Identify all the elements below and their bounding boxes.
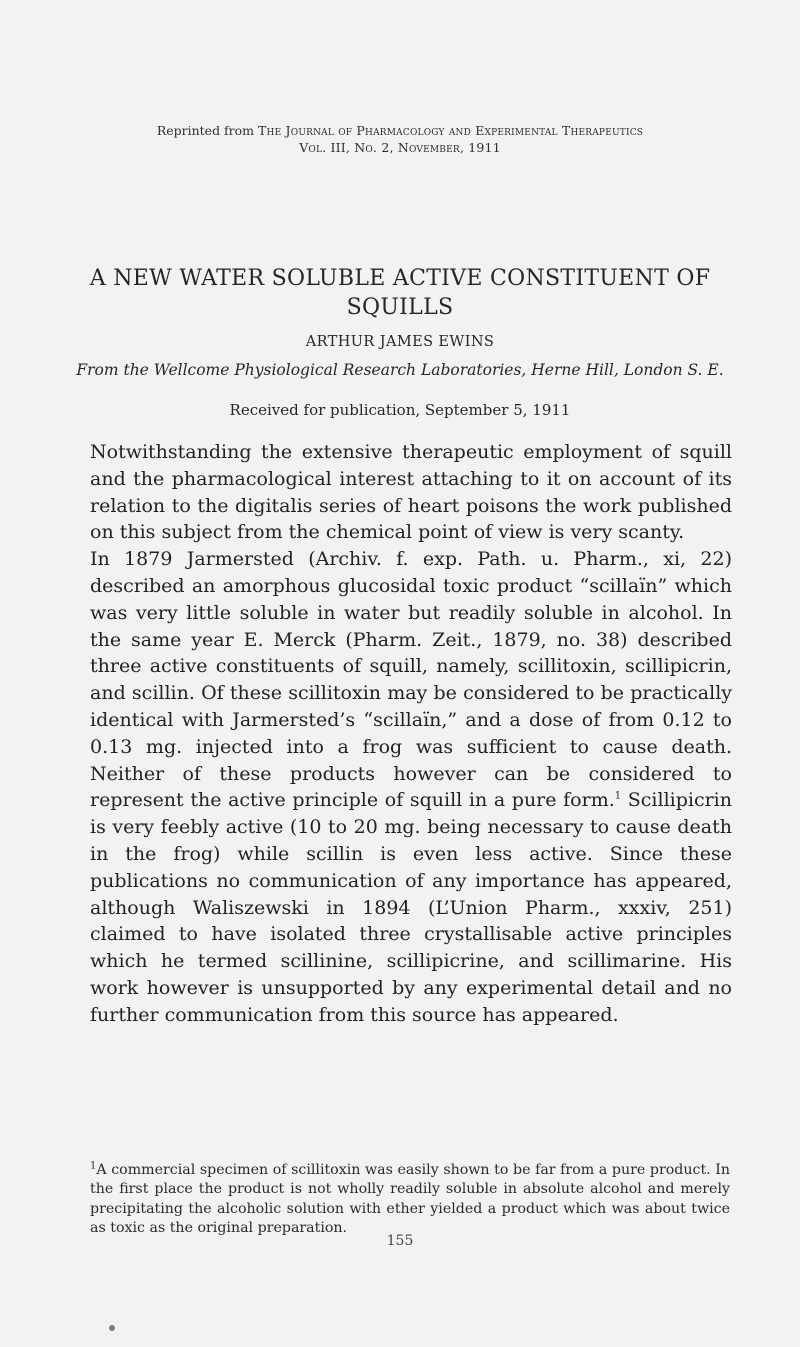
affiliation: From the Wellcome Physiological Research Laboratories, Herne Hill, London S. E. [76,361,724,379]
author-name: ARTHUR JAMES EWINS [305,334,495,350]
paper-speck [109,1325,115,1331]
received-date: Received for publication, September 5, 1911 [229,401,571,419]
reprint-journal-line [0,122,800,139]
page-number: 155 [386,1233,414,1249]
article-body [90,439,732,1029]
footnote-ref: 1 [614,791,622,803]
article-title: A NEW WATER SOLUBLE ACTIVE CONSTITUENT OF SQUILLS [89,266,711,320]
reprint-header [0,122,800,156]
footnote-text: A commercial specimen of scillitoxin was easily shown to be far from a pure product. In the first place the product is not wholly readily soluble in absolute alcohol and merely precipitating the alcoholic solution with ether yielded a product which was about twice as toxic as the original preparation. [90,1162,730,1237]
paragraph-2 [90,546,732,1028]
footnote-marker: 1 [90,1160,97,1172]
footnote [90,1161,730,1239]
journal-name: The Journal of Pharmacology and Experimental Therapeutics [258,123,644,138]
paragraph-2-continued: Scillipicrin is very feebly active (10 to 20 mg. being necessary to cause death in the frog) while scillin is even less active. Since these publications no communication of any importance has appeared, although Waliszewski in 1894 (L’Union Pharm., xxxiv, 251) claimed to have isolated three crystallisable active principles which he termed scillinine, scillipicrine, and scillimarine. His work however is unsupported by any experimental detail and no further communication from this source has appeared. [90,789,732,1026]
reprint-prefix: Reprinted from [156,123,259,138]
journal-issue: Vol. III, No. 2, November, 1911 [299,140,501,155]
paragraph-1: Notwithstanding the extensive therapeutic employment of squill and the pharmacological interest attaching to it on account of its relation to the digitalis series of heart poisons the work published on this subject from the chemical point of view is very scanty. [90,441,732,544]
paragraph-2-text: In 1879 Jarmersted (Archiv. f. exp. Path. u. Pharm., xi, 22) described an amorphous glucosidal toxic product “scillaïn” which was very little soluble in water but readily soluble in alcohol. In the same year E. Merck (Pharm. Zeit., 1879, no. 38) described three active constituents of squill, namely, scillitoxin, scillipicrin, and scillin. Of these scillitoxin may be considered to be practically identical with Jarmersted’s “scillaïn,” and a dose of from 0.12 to 0.13 mg. injected into a frog was sufficient to cause death. Neither of these products however can be considered to represent the active principle of squill in a pure form. [90,548,732,812]
